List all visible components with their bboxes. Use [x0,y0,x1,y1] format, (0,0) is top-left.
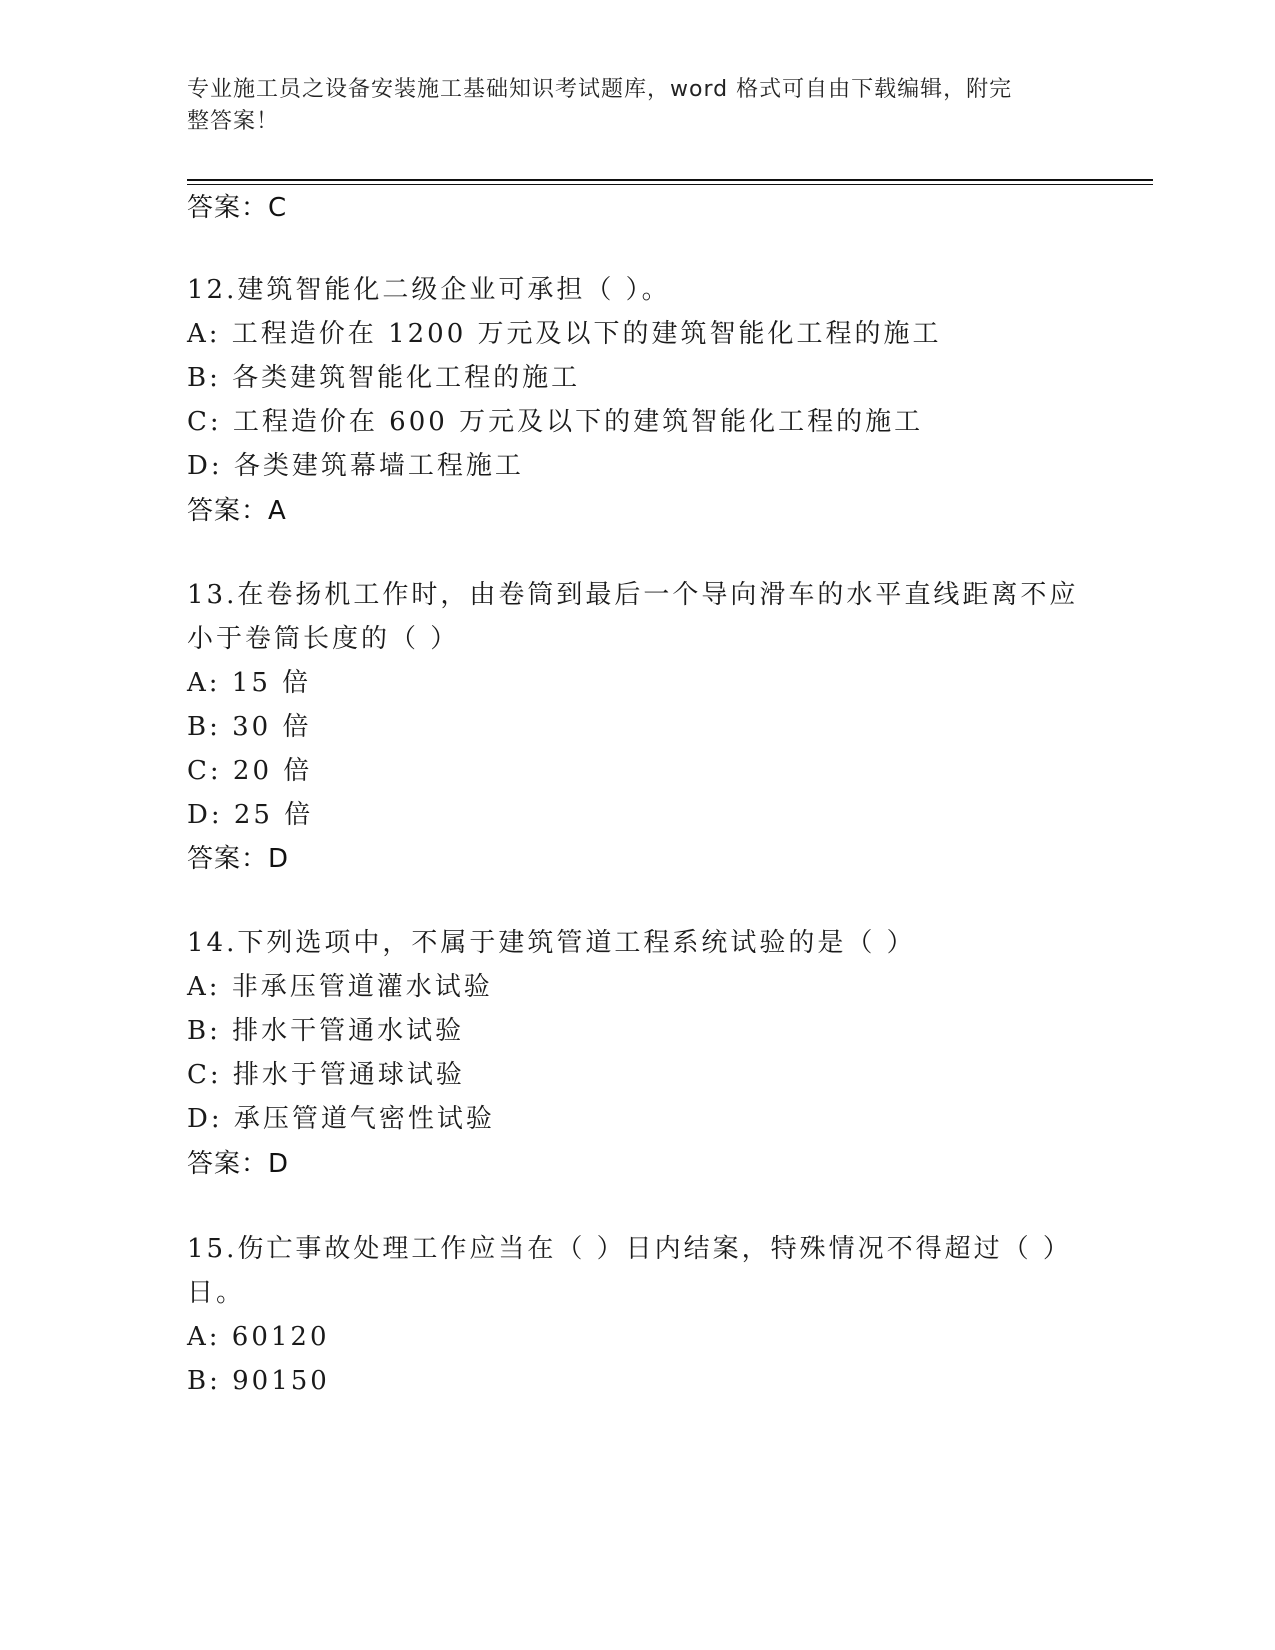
header-divider-thick [187,179,1153,181]
answer-q11: 答案：C [187,193,288,223]
question-13-stem-line-2: 小于卷筒长度的（ ） [187,624,460,654]
question-15-option-a: A: 60120 [187,1322,330,1352]
question-12-option-a: A: 工程造价在 1200 万元及以下的建筑智能化工程的施工 [187,319,942,349]
answer-q12: 答案：A [187,496,287,526]
question-12-option-b: B: 各类建筑智能化工程的施工 [187,363,581,393]
answer-q13: 答案：D [187,844,290,874]
header-line-2: 整答案！ [187,109,280,134]
question-15-stem-line-2: 日。 [187,1278,246,1308]
question-13-option-a: A: 15 倍 [187,668,312,698]
question-12-option-d: D: 各类建筑幕墙工程施工 [187,451,524,481]
header-divider-thin [187,184,1153,185]
header-line-1: 专业施工员之设备安装施工基础知识考试题库，word 格式可自由下载编辑，附完 [187,77,1013,102]
question-13-option-b: B: 30 倍 [187,712,312,742]
question-14-stem: 14.下列选项中，不属于建筑管道工程系统试验的是（ ） [187,928,916,958]
question-15-option-b: B: 90150 [187,1366,330,1396]
document-header [187,74,1067,138]
question-14-option-c: C: 排水于管通球试验 [187,1060,465,1090]
question-14-option-b: B: 排水干管通水试验 [187,1016,465,1046]
question-12-stem: 12.建筑智能化二级企业可承担（ ）。 [187,275,671,305]
question-13-option-c: C: 20 倍 [187,756,313,786]
question-15-stem-line-1: 15.伤亡事故处理工作应当在（ ）日内结案，特殊情况不得超过（ ） [187,1234,1072,1264]
question-12-option-c: C: 工程造价在 600 万元及以下的建筑智能化工程的施工 [187,407,924,437]
question-14-option-d: D: 承压管道气密性试验 [187,1104,495,1134]
question-13-option-d: D: 25 倍 [187,800,314,830]
question-14-option-a: A: 非承压管道灌水试验 [187,972,493,1002]
question-13-stem-line-1: 13.在卷扬机工作时，由卷筒到最后一个导向滑车的水平直线距离不应 [187,580,1079,610]
answer-q14: 答案：D [187,1149,290,1179]
